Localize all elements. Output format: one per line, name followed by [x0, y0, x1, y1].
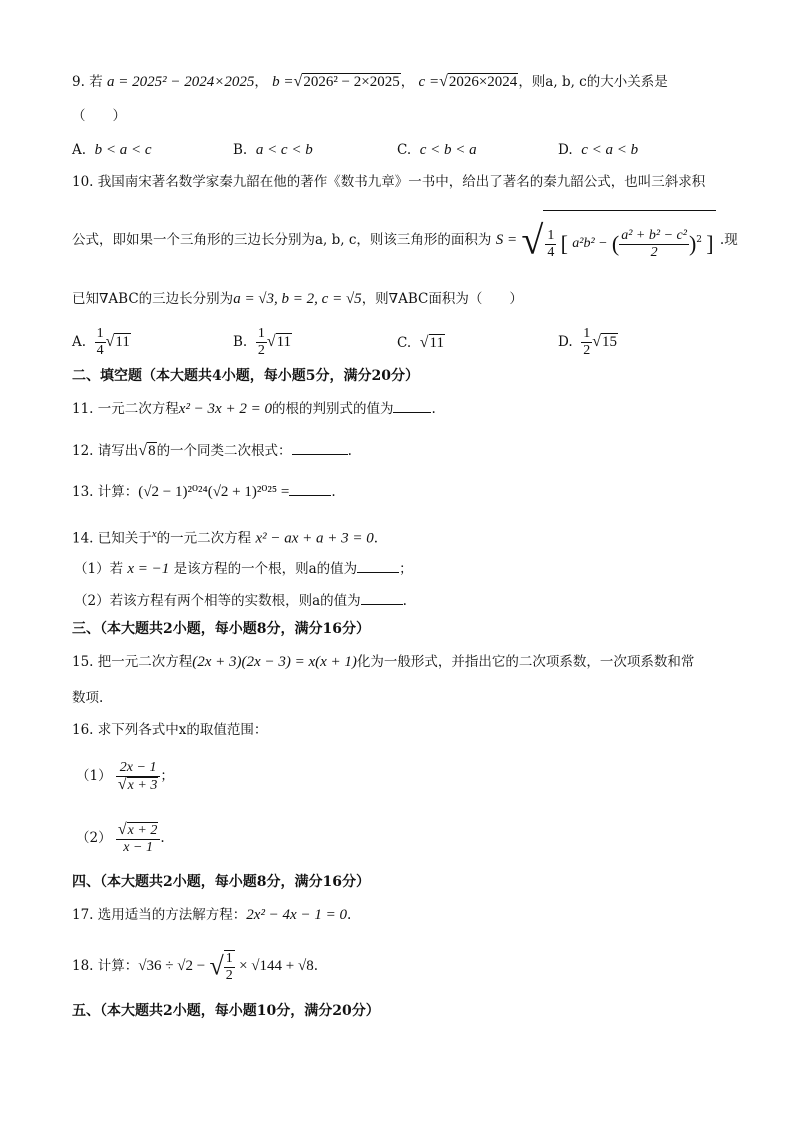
section-5-heading: 五、（本大题共2小题，每小题10分，满分20分）	[72, 1003, 380, 1019]
q14-part1: （1）若 x = −1 是该方程的一个根，则a的值为 ；	[74, 561, 413, 577]
q13: 13. 计算：(√2 − 1)²⁰²⁴(√2 + 1)²⁰²⁵ = .	[72, 484, 336, 500]
q17: 17. 选用适当的方法解方程：2x² − 4x − 1 = 0.	[72, 907, 352, 923]
q12-blank[interactable]	[292, 442, 348, 455]
q16-part1: （1） $\frac{2x - 1}{√x + 3}$ ；	[76, 759, 174, 793]
q11: 11. 一元二次方程x² − 3x + 2 = 0的根的判别式的值为 .	[72, 401, 436, 417]
q14-part1-blank[interactable]	[357, 560, 399, 573]
q9-option-b[interactable]: B. a < c < b	[233, 142, 313, 158]
q15-line1: 15. 把一元二次方程(2x + 3)(2x − 3) = x(x + 1)化为一般形式，并指出它的二次项系数，一次项系数和常	[72, 654, 695, 670]
section-3-heading: 三、（本大题共2小题，每小题8分，满分16分）	[72, 621, 370, 637]
q14-stem: 14. 已知关于$^x$的一元二次方程 x² − ax + a + 3 = 0.	[72, 528, 379, 547]
q10-formula-line: 公式，即如果一个三角形的三边长分别为a, b, c，则该三角形的面积为 S = √ $\frac{1}{4}$ [ a²b² − ( $\frac{\text{a² + b² − c²}}{2}$ )$^2$ ] .现	[72, 210, 738, 271]
q10-option-b[interactable]: B. $\frac{1}{2}$ √11	[233, 326, 292, 358]
q9-stem: 9. 若 a = 2025² − 2024×2025， b =√2026² − 2×2025， c =√2026×2024，则a, b, c的大小关系是	[72, 73, 668, 90]
q10-line1: 10. 我国南宋著名数学家秦九韶在他的著作《数书九章》一书中，给出了著名的秦九韶公式，也叫三斜求积	[72, 174, 706, 190]
q9-option-c[interactable]: C. c < b < a	[397, 142, 477, 158]
q9-answer-paren: （ ）	[72, 108, 126, 124]
q10-option-a[interactable]: A. $\frac{1}{4}$ √11	[72, 326, 130, 358]
heron-formula: √ $\frac{1}{4}$ [ a²b² − ( $\frac{\text{a² + b² − c²}}{2}$ )$^2$ ]	[521, 210, 715, 271]
section-4-heading: 四、（本大题共2小题，每小题8分，满分16分）	[72, 874, 370, 890]
q14-part2: （2）若该方程有两个相等的实数根，则a的值为 .	[74, 593, 407, 609]
q10-line3: 已知∇ABC的三边长分别为a = √3, b = 2, c = √5，则∇ABC面积为（ ）	[72, 291, 523, 307]
q10-option-d[interactable]: D. $\frac{1}{2}$ √15	[558, 326, 618, 358]
q9-option-a[interactable]: A. b < a < c	[72, 142, 152, 158]
q14-part2-blank[interactable]	[361, 592, 403, 605]
q16-stem: 16. 求下列各式中x的取值范围：	[72, 722, 268, 738]
q11-blank[interactable]	[393, 400, 431, 413]
q16-part2: （2） $\frac{√x + 2}{x - 1}$ .	[76, 820, 165, 855]
q15-line2: 数项.	[72, 690, 104, 706]
q13-blank[interactable]	[289, 483, 331, 496]
q18: 18. 计算：√36 ÷ √2 − √ $\frac{1}{2}$ × √144 + √8.	[72, 950, 319, 983]
section-2-heading: 二、填空题（本大题共4小题，每小题5分，满分20分）	[72, 368, 419, 384]
q9-option-d[interactable]: D. c < a < b	[558, 142, 639, 158]
q12: 12. 请写出√8的一个同类二次根式： .	[72, 442, 352, 459]
q10-option-c[interactable]: C. √11	[397, 334, 444, 351]
